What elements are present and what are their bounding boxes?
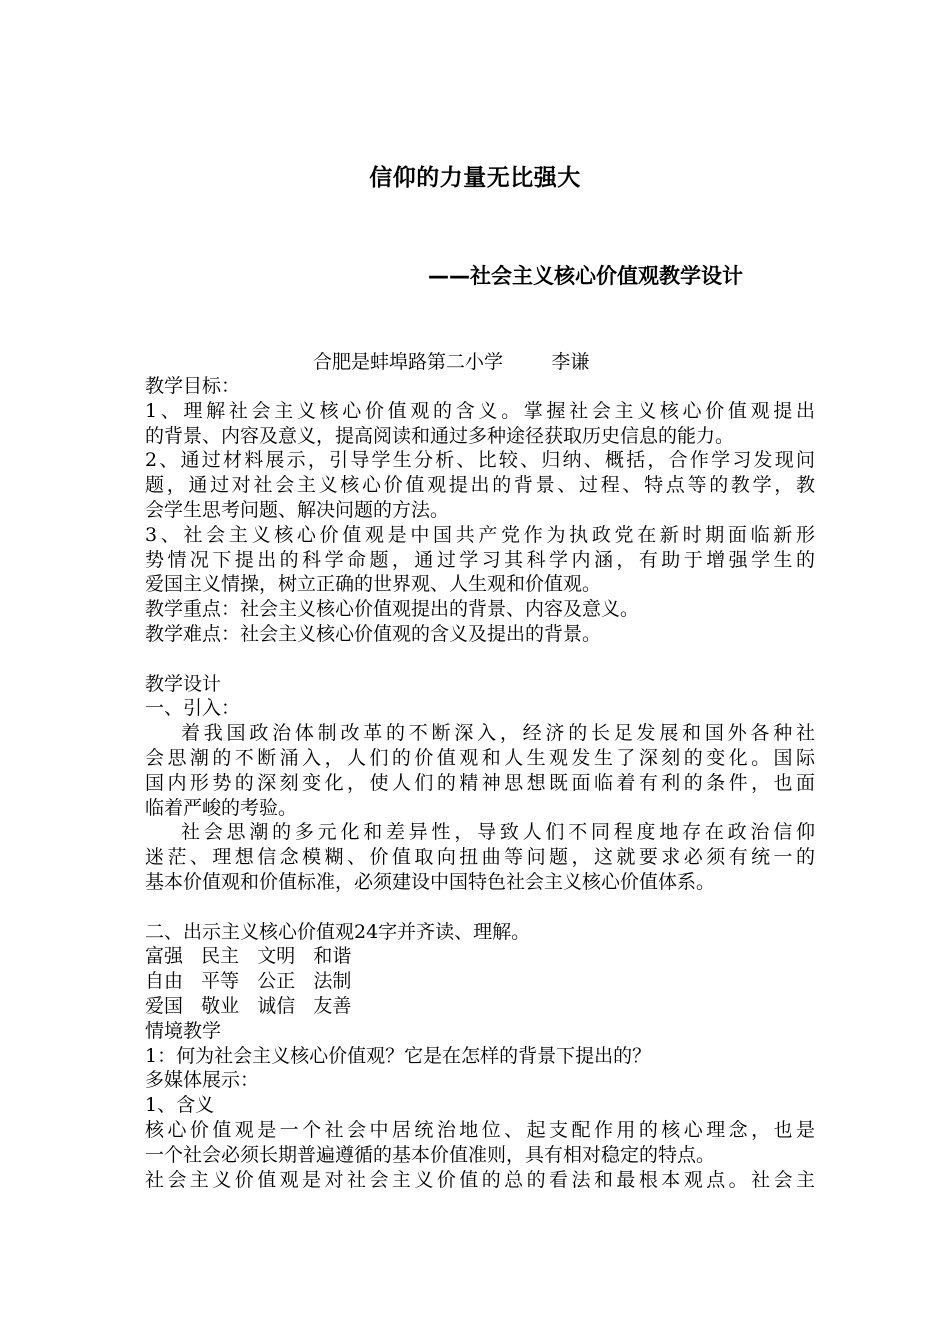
- values-row: 自由 平等 公正 法制: [145, 970, 352, 993]
- heading-meaning: 1、含义: [145, 1094, 215, 1117]
- author-line: 合肥是蚌埠路第二小学 李谦: [313, 351, 590, 373]
- heading-teaching-goals: 教学目标：: [145, 375, 241, 397]
- body-line: 基本价值观和价值标准，必须建设中国特色社会主义核心价值体系。: [145, 870, 716, 893]
- document-body: [145, 374, 815, 1192]
- body-line: 会学生思考问题、解决问题的方法。: [145, 498, 450, 521]
- heading-section-two: 二、出示主义核心价值观24字并齐读、理解。: [145, 920, 531, 943]
- body-line: 临着严峻的考验。: [145, 796, 298, 819]
- body-line: 核心价值观是一个社会中居统治地位、起支配作用的核心理念，也是: [145, 1118, 815, 1141]
- heading-teaching-design: 教学设计: [145, 672, 222, 695]
- body-line: 势情况下提出的科学命题，通过学习其科学内涵，有助于增强学生的: [145, 548, 815, 571]
- body-line: 题，通过对社会主义核心价值观提出的背景、过程、特点等的教学，教: [145, 474, 815, 497]
- body-line: 1、理解社会主义核心价值观的含义。掌握社会主义核心价值观提出: [145, 399, 815, 422]
- heading-situational-teaching: 情境教学: [145, 1019, 222, 1042]
- question-line: 1：何为社会主义核心价值观？它是在怎样的背景下提出的？: [145, 1044, 652, 1067]
- body-line: 迷茫、理想信念模糊、价值取向扭曲等问题，这就要求必须有统一的: [145, 846, 815, 869]
- difficult-points-line: 教学难点：社会主义核心价值观的含义及提出的背景。: [145, 622, 602, 645]
- blank-line: [145, 895, 815, 920]
- blank-line: [145, 647, 815, 672]
- body-line: 3、社会主义核心价值观是中国共产党作为执政党在新时期面临新形: [145, 523, 815, 546]
- heading-multimedia: 多媒体展示：: [145, 1069, 260, 1092]
- document-subtitle: ——社会主义核心价值观教学设计: [428, 264, 743, 288]
- body-line: 国内形势的深刻变化，使人们的精神思想既面临着有利的条件，也面: [145, 771, 815, 794]
- body-line: 2、通过材料展示，引导学生分析、比较、归纳、概括，合作学习发现问: [145, 449, 815, 472]
- values-row: 富强 民主 文明 和谐: [145, 945, 352, 968]
- body-line: 的背景、内容及意义，提高阅读和通过多种途径获取历史信息的能力。: [145, 424, 735, 447]
- heading-introduction: 一、引入：: [145, 697, 241, 720]
- key-points-line: 教学重点：社会主义核心价值观提出的背景、内容及意义。: [145, 598, 640, 621]
- document-title: 信仰的力量无比强大: [369, 165, 581, 191]
- body-line: 着我国政治体制改革的不断深入，经济的长足发展和国外各种社: [181, 722, 815, 745]
- body-line: 社会思潮的多元化和差异性，导致人们不同程度地存在政治信仰: [181, 821, 815, 844]
- body-line: 爱国主义情操，树立正确的世界观、人生观和价值观。: [145, 573, 602, 596]
- body-line: 一个社会必须长期普遍遵循的基本价值准则，具有相对稳定的特点。: [145, 1143, 716, 1166]
- body-line: 会思潮的不断涌入，人们的价值观和人生观发生了深刻的变化。国际: [145, 746, 815, 769]
- values-row: 爱国 敬业 诚信 友善: [145, 994, 352, 1017]
- body-line: 社会主义价值观是对社会主义价值的总的看法和最根本观点。社会主: [145, 1168, 815, 1191]
